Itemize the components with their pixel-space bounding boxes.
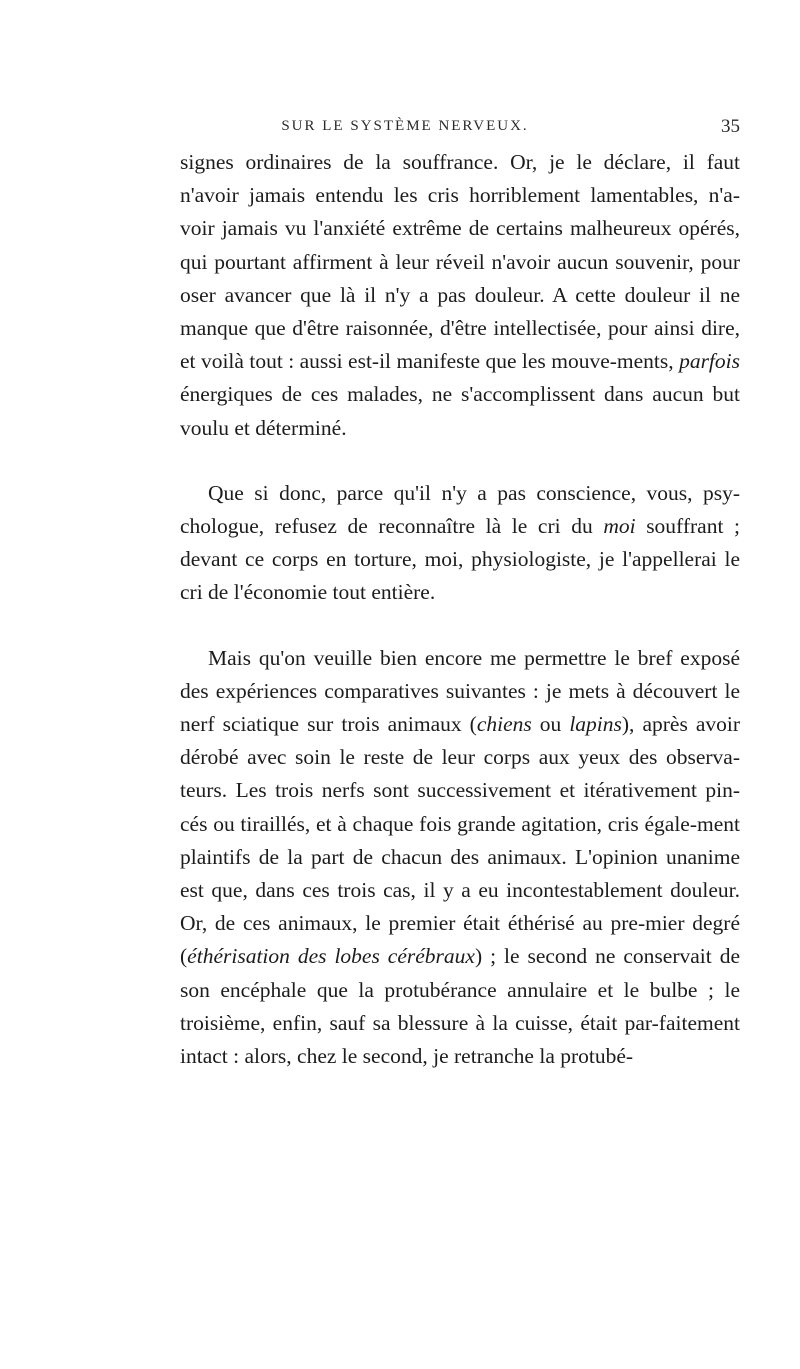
paragraph-3-text-middle: ), après avoir dérobé avec soin le reste de leur corps aux yeux des observa-teurs. Les trois nerfs sont successivement et itérativement pin-cés ou tiraillés, et à chaque fois grande agitation, cris égale-ment plaintifs de la part de chacun des animaux. L'opinion unanime est que, dans ces trois cas, il y a eu incontestablement douleur. Or, de ces animaux, le premier était éthérisé au pre-mier degré ( [180,712,741,969]
paragraph-2 [180,477,740,610]
running-head: SUR LE SYSTÈME NERVEUX. [281,118,529,134]
paragraph-2-text: Que si donc, parce qu'il n'y a pas conscience, vous, psy-chologue, refusez de reconnaître là le cri du [180,480,740,539]
paragraph-3-italic-chiens: chiens [476,712,532,737]
page-number: 35 [721,116,740,137]
paragraph-1 [180,146,740,445]
paragraph-1-text: signes ordinaires de la souffrance. Or, je le déclare, il faut n'avoir jamais entendu les cris horriblement lamentables, n'a-voir jamais vu l'anxiété extrême de certains malheureux opérés, qui pourtant affirment à leur réveil n'avoir aucun souvenir, pour oser avancer que là il n'y a pas douleur. A cette douleur il ne manque que d'être raisonnée, d'être intellectisée, pour ainsi dire, et voilà tout : aussi est-il manifeste que les mouve-ments, [180,150,740,374]
paragraph-2-italic-moi: moi [603,514,636,539]
paragraph-1-text-end: énergiques de ces malades, ne s'accomplissent dans aucun but voulu et déterminé. [180,382,740,440]
paragraph-3-italic-etherisation: éthérisation des lobes cérébraux [187,944,475,969]
paragraph-2-text-end: souffrant ; devant ce corps en torture, moi, physiologiste, je l'appellerai le cri de l'économie tout entière. [180,514,740,605]
paragraph-3 [180,642,740,1074]
paragraph-3-text: Mais qu'on veuille bien encore me permettre le bref exposé des expériences comparatives suivantes : je mets à découvert le nerf sciatique sur trois animaux ( [180,645,740,737]
paragraph-1-italic-parfois: parfois [679,349,740,374]
paragraph-3-text-ou: ou [531,712,570,737]
paragraph-3-text-end: ) ; le second ne conservait de son encéphale que la protubérance annulaire et le bulbe ; le troisième, enfin, sauf sa blessure à la cuisse, était par-faitement intact : alors, chez le second, je retranche la protubé- [180,944,740,1069]
body-text [180,146,740,1073]
paragraph-3-italic-lapins: lapins [569,712,622,737]
